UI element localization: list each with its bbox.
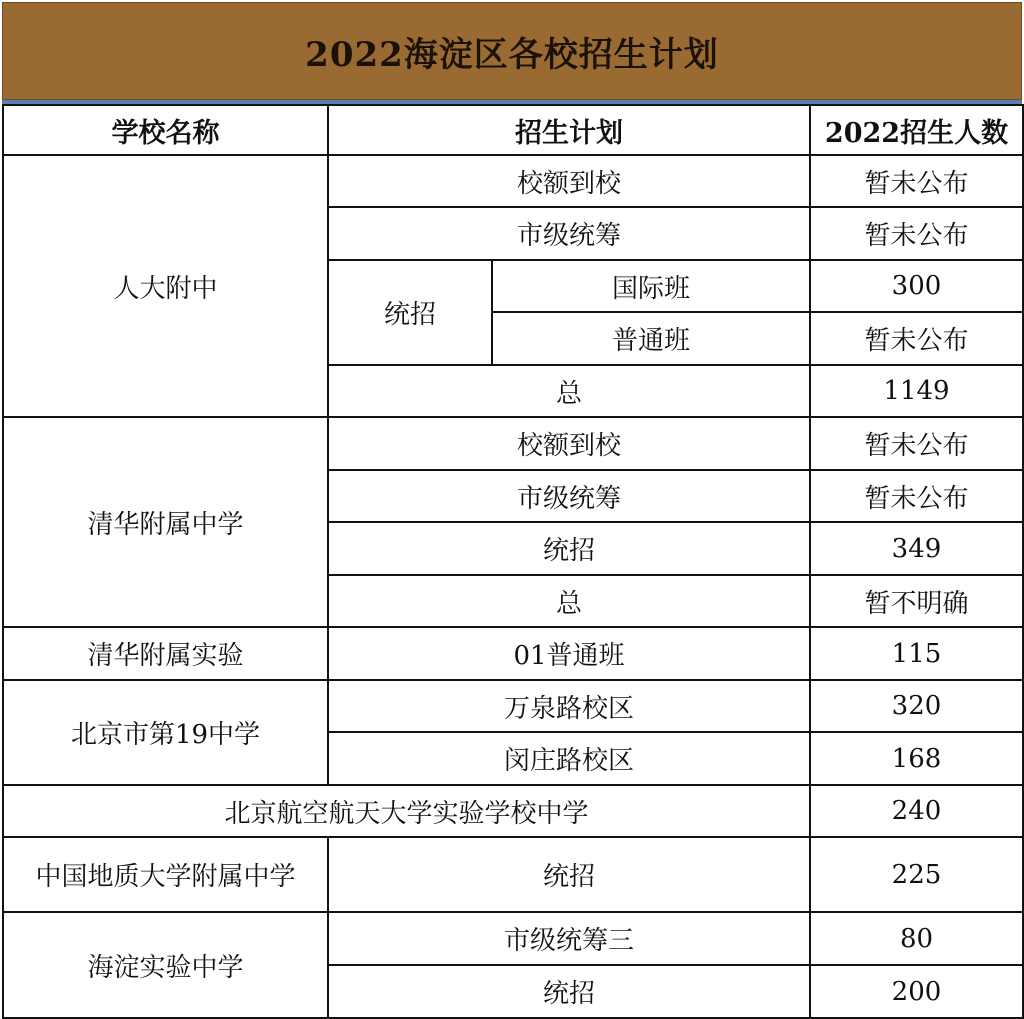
table-row xyxy=(3,627,1023,680)
count-cell: 暂未公布 xyxy=(810,207,1023,260)
count-cell: 168 xyxy=(810,732,1023,785)
plan-cell: 国际班 xyxy=(492,260,810,312)
school-name: 北京航空航天大学实验学校中学 xyxy=(3,785,810,837)
count-cell: 暂未公布 xyxy=(810,470,1023,522)
plan-cell: 统招 xyxy=(328,965,810,1018)
table-row xyxy=(3,785,1023,837)
count-cell: 80 xyxy=(810,912,1023,965)
count-cell: 300 xyxy=(810,260,1023,312)
count-cell: 320 xyxy=(810,680,1023,732)
page-title: 2022海淀区各校招生计划 xyxy=(305,34,719,75)
plan-cell: 统招 xyxy=(328,522,810,575)
count-cell: 暂未公布 xyxy=(810,417,1023,470)
table-row xyxy=(3,155,1023,207)
count-cell: 115 xyxy=(810,627,1023,680)
count-cell: 1149 xyxy=(810,365,1023,417)
plan-cell: 普通班 xyxy=(492,312,810,365)
school-name: 北京市第19中学 xyxy=(3,680,328,785)
plan-cell: 01普通班 xyxy=(328,627,810,680)
plan-cell: 市级统筹 xyxy=(328,207,810,260)
count-cell: 240 xyxy=(810,785,1023,837)
plan-cell: 校额到校 xyxy=(328,417,810,470)
table-row xyxy=(3,837,1023,912)
header-count: 2022招生人数 xyxy=(810,105,1023,155)
count-cell: 暂未公布 xyxy=(810,155,1023,207)
school-name: 海淀实验中学 xyxy=(3,912,328,1018)
count-cell: 200 xyxy=(810,965,1023,1018)
enrollment-table xyxy=(2,104,1024,1019)
count-cell: 225 xyxy=(810,837,1023,912)
plan-cell: 总 xyxy=(328,575,810,627)
plan-cell: 市级统筹 xyxy=(328,470,810,522)
count-cell: 349 xyxy=(810,522,1023,575)
plan-cell: 总 xyxy=(328,365,810,417)
count-cell: 暂未公布 xyxy=(810,312,1023,365)
school-name: 清华附属中学 xyxy=(3,417,328,627)
header-school: 学校名称 xyxy=(3,105,328,155)
plan-cell: 万泉路校区 xyxy=(328,680,810,732)
plan-group-cell: 统招 xyxy=(328,260,492,365)
plan-cell: 闵庄路校区 xyxy=(328,732,810,785)
plan-cell: 校额到校 xyxy=(328,155,810,207)
header-plan: 招生计划 xyxy=(328,105,810,155)
school-name: 人大附中 xyxy=(3,155,328,417)
table-row xyxy=(3,417,1023,470)
title-bar xyxy=(2,2,1022,100)
school-name: 中国地质大学附属中学 xyxy=(3,837,328,912)
count-cell: 暂不明确 xyxy=(810,575,1023,627)
plan-cell: 统招 xyxy=(328,837,810,912)
table-row xyxy=(3,912,1023,965)
table-header-row xyxy=(3,105,1023,155)
table-row xyxy=(3,680,1023,732)
school-name: 清华附属实验 xyxy=(3,627,328,680)
plan-cell: 市级统筹三 xyxy=(328,912,810,965)
